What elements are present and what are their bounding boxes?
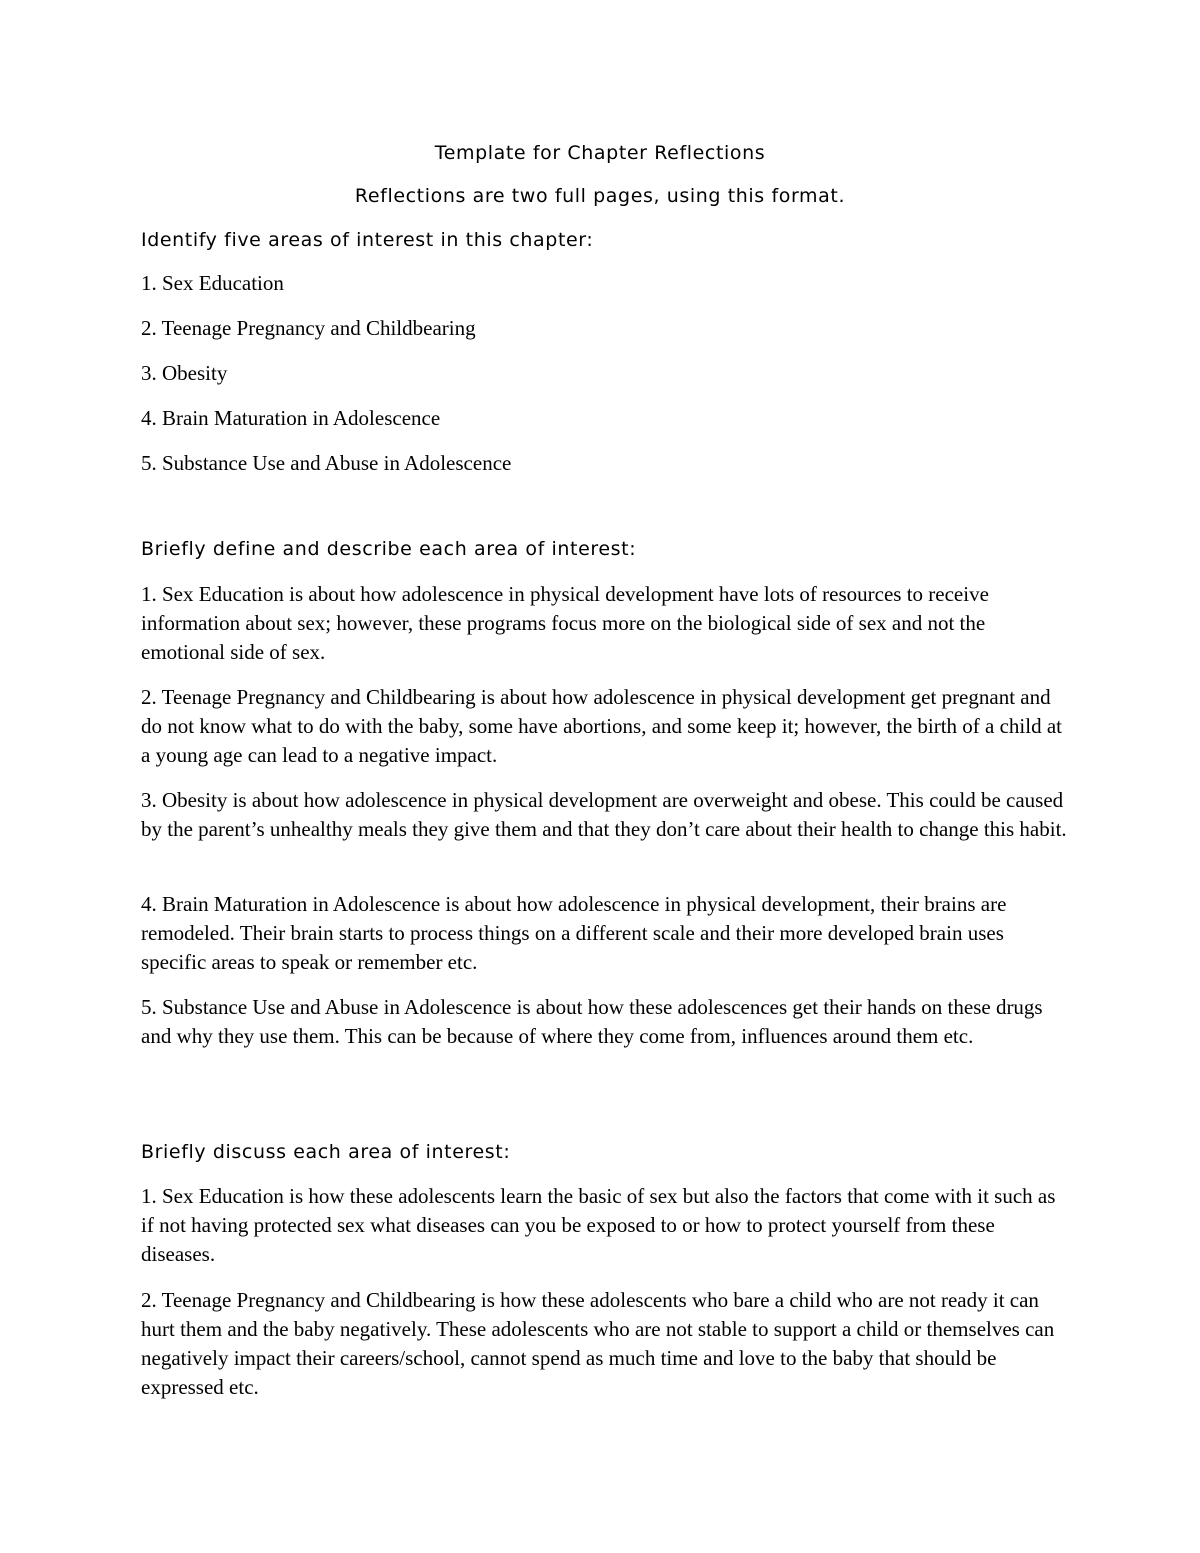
discussion-paragraph: 1. Sex Education is how these adolescents learn the basic of sex but also the factors that come with it such as if not having protected sex what diseases can you be exposed to or how to protect yourself from these diseases. bbox=[141, 1184, 1056, 1266]
interest-list-item: 3. Obesity bbox=[141, 361, 228, 385]
interest-list-item: 4. Brain Maturation in Adolescence bbox=[141, 406, 441, 430]
interest-list-item: 1. Sex Education bbox=[141, 271, 284, 295]
document-title: Template for Chapter Reflections bbox=[434, 142, 766, 164]
section-heading-discuss: Briefly discuss each area of interest: bbox=[141, 1141, 511, 1163]
definition-paragraph: 3. Obesity is about how adolescence in physical development are overweight and obese. This could be caused by the parent’s unhealthy meals they give them and that they don’t care about their health to change this habit. bbox=[141, 788, 1067, 841]
definition-paragraph: 1. Sex Education is about how adolescence in physical development have lots of resources to receive information about sex; however, these programs focus more on the biological side of sex and not the emotional side of sex. bbox=[141, 582, 989, 664]
definition-paragraph: 5. Substance Use and Abuse in Adolescence is about how these adolescences get their hands on these drugs and why they use them. This can be because of where they come from, influences around them etc. bbox=[141, 995, 1043, 1048]
definition-paragraph: 4. Brain Maturation in Adolescence is about how adolescence in physical development, their brains are remodeled. Their brain starts to process things on a different scale and their more developed brain uses specific areas to speak or remember etc. bbox=[141, 892, 1007, 974]
section-heading-identify: Identify five areas of interest in this chapter: bbox=[141, 229, 594, 251]
section-heading-define: Briefly define and describe each area of interest: bbox=[141, 538, 637, 560]
discussion-paragraph: 2. Teenage Pregnancy and Childbearing is how these adolescents who bare a child who are not ready it can hurt them and the baby negatively. These adolescents who are not stable to support a child or themselves can negatively impact their careers/school, cannot spend as much time and love to the baby that should be expressed etc. bbox=[141, 1288, 1055, 1399]
interest-list-item: 2. Teenage Pregnancy and Childbearing bbox=[141, 316, 476, 340]
definition-paragraph: 2. Teenage Pregnancy and Childbearing is about how adolescence in physical development get pregnant and do not know what to do with the baby, some have abortions, and some keep it; however, the birth of a child at a young age can lead to a negative impact. bbox=[141, 685, 1063, 767]
interest-list-item: 5. Substance Use and Abuse in Adolescence bbox=[141, 451, 512, 475]
document-subtitle: Reflections are two full pages, using this format. bbox=[354, 185, 846, 207]
